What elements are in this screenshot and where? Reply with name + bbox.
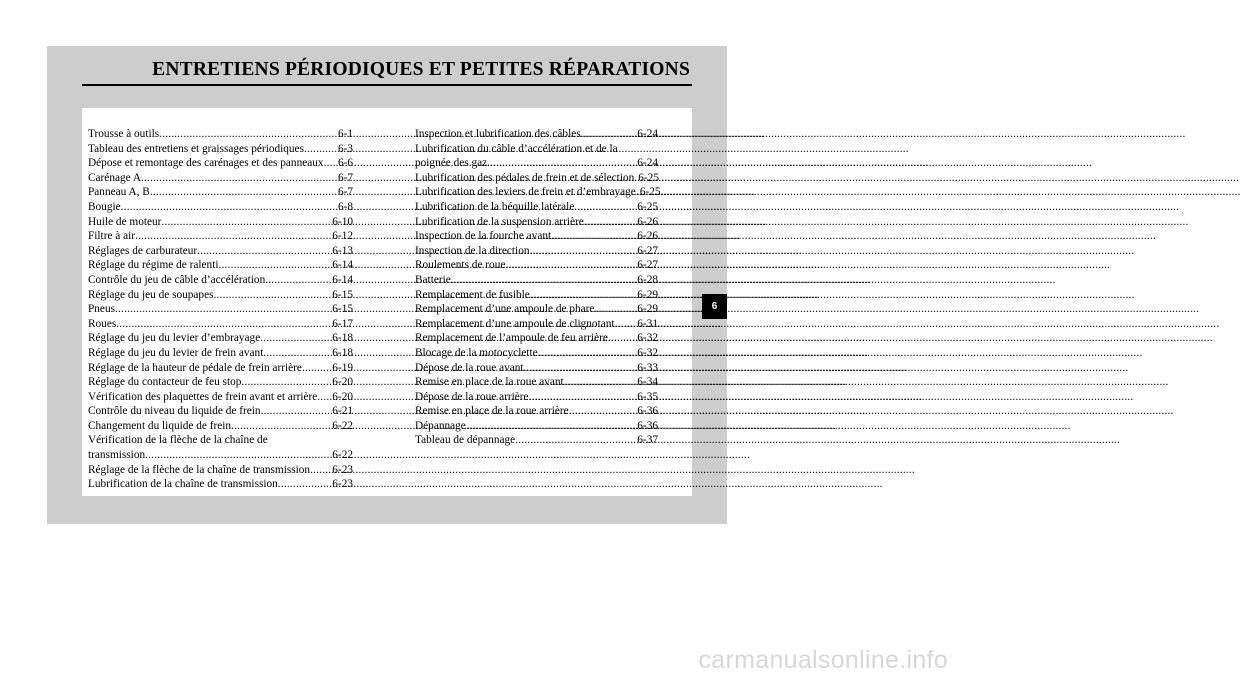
toc-entry-title: Lubrification de la béquille latérale — [415, 200, 575, 213]
toc-entry-title: Carénage A — [88, 171, 142, 184]
toc-entry — [415, 375, 658, 390]
toc-entry-title: Dépose et remontage des carénages et des panneaux — [88, 157, 324, 170]
dot-leader — [121, 200, 338, 215]
dot-leader — [214, 288, 333, 303]
toc-entry-title: Panneau A, B — [88, 186, 150, 199]
toc-entry-page: 6-20 — [332, 376, 353, 389]
toc-entry — [88, 375, 353, 390]
toc-entry-title: Lubrification des leviers de frein et d’embrayage — [415, 186, 636, 199]
toc-entry — [88, 142, 353, 157]
dot-leader — [141, 171, 338, 186]
dot-leader — [302, 361, 332, 376]
toc-entry-title: Réglages de carburateur — [88, 244, 198, 257]
toc-entry-page: 6-6 — [337, 157, 353, 170]
toc-entry — [415, 433, 658, 448]
chapter-tab: 6 — [702, 294, 727, 319]
dot-leader — [564, 375, 638, 390]
toc-entry — [88, 273, 353, 288]
toc-entry-page: 6-12 — [332, 230, 353, 243]
toc-entry-page: 6-18 — [332, 346, 353, 359]
dot-leader — [569, 404, 638, 419]
dot-leader — [241, 375, 332, 390]
dot-leader — [451, 273, 638, 288]
toc-entry-title: Remise en place de la roue arrière — [415, 405, 569, 418]
dot-leader — [265, 273, 332, 288]
toc-entry-title: Dépannage — [415, 419, 466, 432]
dot-leader — [466, 419, 637, 434]
toc-entry-page: 6-24 — [637, 128, 658, 140]
toc-entry — [415, 404, 658, 419]
toc-entry — [88, 346, 353, 361]
toc-entry-page: 6-7 — [337, 186, 353, 199]
toc-entry — [88, 477, 353, 492]
dot-leader — [505, 258, 637, 273]
toc-entry-page: 6-13 — [332, 244, 353, 257]
dot-leader — [515, 433, 637, 448]
toc-column-right — [415, 127, 661, 448]
dot-leader — [574, 200, 637, 215]
dot-leader — [135, 229, 332, 244]
toc-entry — [415, 258, 658, 273]
toc-entry-title: Inspection de la fourche avant — [415, 230, 552, 243]
manual-page — [47, 46, 727, 524]
toc-entry-page: 6-7 — [337, 171, 353, 184]
dot-leader — [231, 419, 332, 434]
toc-entry — [88, 127, 353, 142]
dot-leader — [278, 477, 332, 492]
toc-entry-title: Bougie — [88, 200, 121, 213]
toc-entry — [415, 229, 658, 244]
toc-entry-page: 6-14 — [332, 259, 353, 272]
toc-entry-page: 6-1 — [337, 128, 353, 140]
toc-entry — [88, 229, 353, 244]
toc-entry-page: 6-14 — [332, 273, 353, 286]
toc-entry-title: Dépose de la roue arrière — [415, 390, 529, 403]
toc-entry-page: 6-22 — [332, 449, 353, 462]
toc-entry-page: 6-32 — [637, 346, 658, 359]
toc-entry-title: Réglage du jeu de soupapes — [88, 288, 214, 301]
dot-leader — [530, 288, 637, 303]
toc-entry — [88, 361, 353, 376]
toc-entry-title: Réglage de la flèche de la chaîne de transmission — [88, 463, 311, 476]
toc-entry-title: Lubrification de la suspension arrière — [415, 215, 584, 228]
toc-entry-page: 6-31 — [637, 317, 658, 330]
toc-entry — [415, 390, 658, 405]
toc-entry — [88, 302, 353, 317]
toc-entry-page: 6-37 — [637, 434, 658, 447]
toc-entry-page: 6-26 — [637, 230, 658, 243]
dot-leader — [529, 390, 638, 405]
page-title: ENTRETIENS PÉRIODIQUES ET PETITES RÉPARATIONS — [152, 59, 690, 80]
dot-leader — [263, 346, 332, 361]
toc-entry-page: 6-25 — [637, 200, 658, 213]
toc-entry-page: 6-17 — [332, 317, 353, 330]
toc-entry-page: 6-24 — [637, 157, 658, 170]
dot-leader — [150, 185, 338, 200]
toc-entry-title: Contrôle du niveau du liquide de frein — [88, 405, 261, 418]
toc-entry-title: Batterie — [415, 273, 451, 286]
toc-entry-title: Dépose de la roue avant — [415, 361, 524, 374]
toc-entry-title: Réglage du contacteur de feu stop — [88, 376, 242, 389]
dot-leader — [115, 302, 332, 317]
toc-box — [82, 108, 692, 496]
toc-entry-title: Roues — [88, 317, 117, 330]
toc-entry-title: Remplacement de l’ampoule de feu arrière — [415, 332, 608, 345]
toc-entry-page: 6-32 — [637, 332, 658, 345]
toc-entry-title: Lubrification de la chaîne de transmission — [88, 478, 278, 491]
toc-entry — [88, 317, 353, 332]
dot-leader — [538, 346, 638, 361]
toc-entry — [415, 215, 658, 230]
toc-entry — [415, 171, 658, 186]
toc-entry — [415, 288, 658, 303]
toc-entry — [415, 244, 658, 259]
toc-entry — [88, 404, 353, 419]
toc-entry — [88, 463, 353, 478]
dot-leader — [584, 215, 638, 230]
toc-entry-title: poignée des gaz — [415, 157, 488, 170]
toc-entry — [88, 185, 353, 200]
toc-entry — [415, 419, 658, 434]
toc-entry — [88, 390, 353, 405]
toc-entry-title: Réglage du jeu du levier de frein avant — [88, 346, 264, 359]
toc-entry-page: 6-29 — [637, 303, 658, 316]
toc-entry-page: 6-15 — [332, 303, 353, 316]
toc-entry — [415, 200, 658, 215]
toc-entry-page: 6-27 — [637, 259, 658, 272]
dot-leader — [161, 215, 332, 230]
toc-entry-page: 6-29 — [637, 288, 658, 301]
toc-entry-page: 6-20 — [332, 390, 353, 403]
toc-entry-title: Huile de moteur — [88, 215, 162, 228]
toc-entry — [88, 448, 353, 463]
toc-entry-title: Lubrification des pédales de frein et de sélection — [415, 171, 635, 184]
toc-entry-title: Réglage de la hauteur de pédale de frein arrière — [88, 361, 302, 374]
toc-entry — [88, 244, 353, 259]
toc-entry-title: Trousse à outils — [88, 128, 160, 140]
dot-leader — [615, 317, 638, 332]
toc-entry — [415, 156, 658, 171]
title-underline — [82, 84, 692, 86]
dot-leader — [487, 156, 637, 171]
watermark: carmanualsonline.info — [698, 646, 948, 674]
toc-entry — [88, 258, 353, 273]
toc-entry-title: Remplacement de fusible — [415, 288, 530, 301]
toc-entry-title: Pneus — [88, 303, 115, 316]
dot-leader — [219, 258, 333, 273]
dot-leader — [197, 244, 332, 259]
toc-entry-page: 6-22 — [332, 419, 353, 432]
toc-entry-page: 6-36 — [637, 405, 658, 418]
toc-entry — [88, 419, 353, 434]
toc-entry — [415, 185, 661, 200]
dot-leader — [304, 142, 338, 157]
toc-entry-title: Tableau de dépannage — [415, 434, 516, 447]
toc-entry-title: Contrôle du jeu de câble d’accélération — [88, 273, 266, 286]
dot-leader — [260, 331, 332, 346]
toc-entry-page: 6-15 — [332, 288, 353, 301]
toc-entry — [415, 273, 658, 288]
dot-leader — [594, 302, 637, 317]
toc-entry-page: 6-26 — [637, 215, 658, 228]
dot-leader — [551, 229, 637, 244]
dot-leader — [310, 463, 332, 478]
toc-entry-title: Filtre à air — [88, 230, 136, 243]
dot-leader — [261, 404, 333, 419]
toc-entry-page: 6-25 — [639, 186, 661, 199]
toc-entry-page: 6-35 — [637, 390, 658, 403]
dot-leader — [524, 361, 638, 376]
toc-entry-title: Blocage de la motocyclette — [415, 346, 538, 359]
toc-entry-page: 6-23 — [332, 463, 353, 476]
toc-entry — [88, 171, 353, 186]
toc-entry-title: Réglage du régime de ralenti — [88, 259, 219, 272]
toc-entry — [88, 331, 353, 346]
toc-entry-page: 6-36 — [637, 419, 658, 432]
toc-entry-page: 6-3 — [337, 142, 353, 155]
toc-entry-page: 6-34 — [637, 376, 658, 389]
dot-leader — [530, 244, 638, 259]
toc-entry-page: 6-8 — [337, 200, 353, 213]
toc-entry-line: Lubrification du câble d’accélération et de la — [415, 142, 618, 155]
toc-entry-title: Réglage du jeu du levier d’embrayage — [88, 332, 261, 345]
toc-entry-title: Remplacement d’une ampoule de clignotant — [415, 317, 615, 330]
toc-entry-page: 6-21 — [332, 405, 353, 418]
toc-entry-line: Vérification de la flèche de la chaîne de — [88, 434, 268, 447]
dot-leader — [317, 390, 332, 405]
toc-entry-page: 6-25 — [638, 171, 659, 184]
toc-entry-page: 6-23 — [332, 478, 353, 491]
toc-entry-title: Vérification des plaquettes de frein avant et arrière — [88, 390, 318, 403]
dot-leader — [581, 127, 638, 142]
toc-entry-page: 6-18 — [332, 332, 353, 345]
toc-entry — [415, 302, 658, 317]
toc-entry-title: Changement du liquide de frein — [88, 419, 232, 432]
toc-entry — [415, 346, 658, 361]
toc-entry-title: Tableau des entretiens et graissages périodiques — [88, 142, 304, 155]
toc-entry-page: 6-33 — [637, 361, 658, 374]
toc-entry-title: transmission — [88, 449, 146, 462]
toc-entry-page: 6-10 — [332, 215, 353, 228]
toc-entry — [88, 200, 353, 215]
toc-entry-title: Roulements de roue — [415, 259, 506, 272]
toc-entry-page: 6-28 — [637, 273, 658, 286]
toc-entry — [415, 331, 658, 346]
toc-entry — [88, 156, 353, 171]
dot-leader — [159, 127, 338, 142]
toc-entry-title: Remise en place de la roue avant — [415, 376, 564, 389]
toc-entry-page: 6-27 — [637, 244, 658, 257]
toc-entry-title: Inspection et lubrification des câbles — [415, 128, 581, 140]
toc-entry — [88, 288, 353, 303]
toc-entry-title: Remplacement d’une ampoule de phare — [415, 303, 595, 316]
dot-leader — [145, 448, 332, 463]
dot-leader — [324, 156, 338, 171]
toc-entry-title: Inspection de la direction — [415, 244, 530, 257]
dot-leader — [116, 317, 332, 332]
toc-column-left — [88, 127, 353, 492]
toc-entry — [415, 361, 658, 376]
dot-leader — [608, 331, 637, 346]
toc-entry — [415, 317, 658, 332]
toc-entry — [88, 215, 353, 230]
toc-entry-page: 6-19 — [332, 361, 353, 374]
toc-entry — [415, 127, 658, 142]
